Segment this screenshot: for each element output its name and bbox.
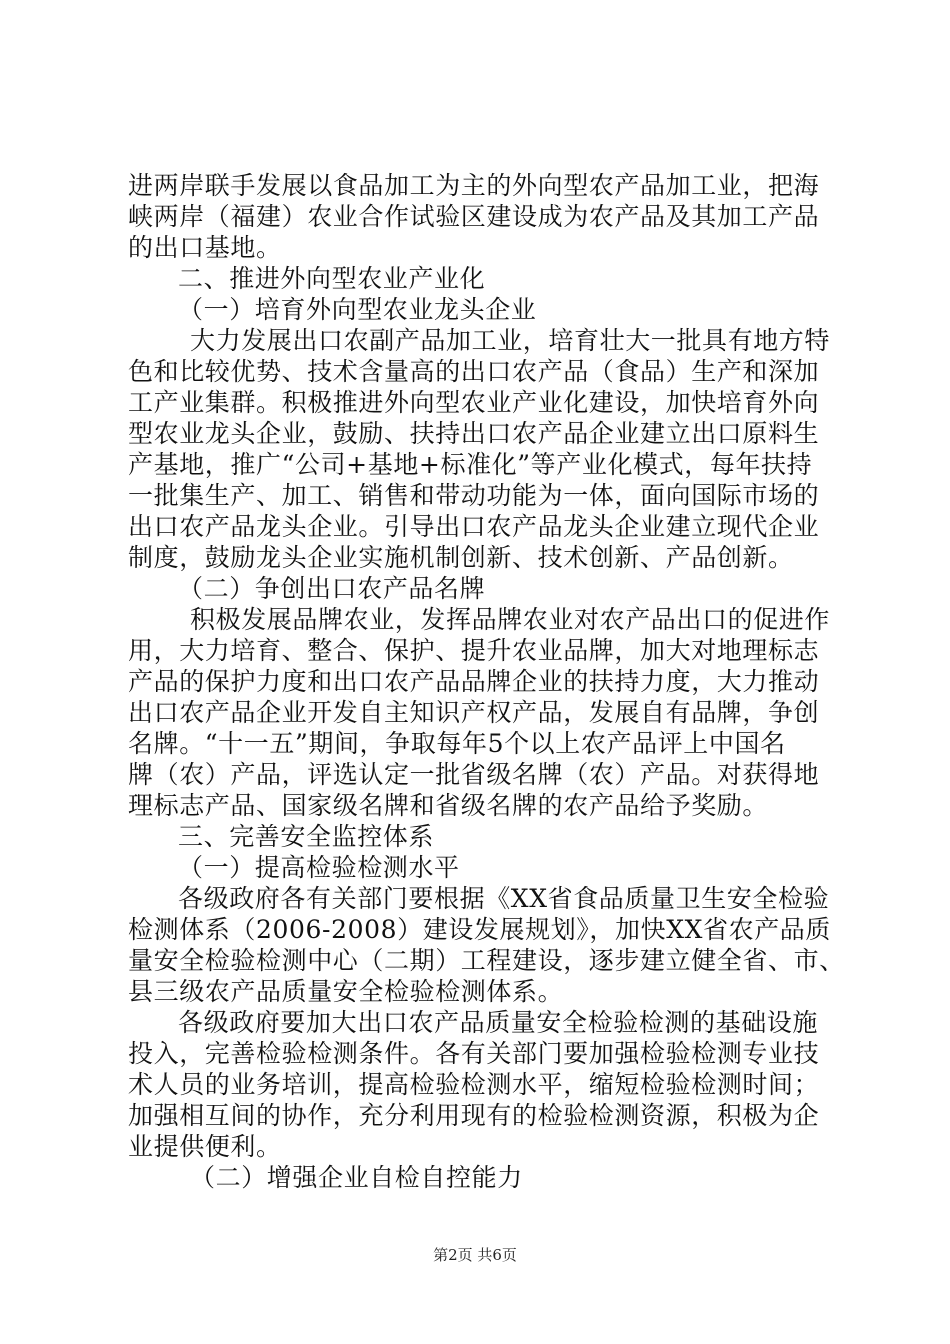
text-line: 术人员的业务培训，提高检验检测水平，缩短检验检测时间； bbox=[128, 1070, 820, 1099]
document-body bbox=[128, 170, 845, 1193]
text-line: 峡两岸（福建）农业合作试验区建设成为农产品及其加工产品 bbox=[128, 202, 820, 231]
text-line: 色和比较优势、技术含量高的出口农产品（食品）生产和深加 bbox=[128, 357, 820, 386]
text-line: 出口农产品龙头企业。引导出口农产品龙头企业建立现代企业 bbox=[128, 512, 820, 541]
text-line: 积极发展品牌农业，发挥品牌农业对农产品出口的促进作 bbox=[190, 605, 831, 634]
text-line: 各级政府各有关部门要根据《XX省食品质量卫生安全检验 bbox=[178, 884, 830, 913]
text-line: 检测体系（2006-2008）建设发展规划》，加快XX省农产品质 bbox=[128, 915, 831, 944]
text-line: 用，大力培育、整合、保护、提升农业品牌，加大对地理标志 bbox=[128, 636, 820, 665]
text-line: 加强相互间的协作，充分利用现有的检验检测资源，积极为企 bbox=[128, 1101, 820, 1130]
text-line: 业提供便利。 bbox=[128, 1132, 282, 1161]
text-line: 名牌。“十一五”期间，争取每年5个以上农产品评上中国名 bbox=[128, 729, 786, 758]
text-line: 大力发展出口农副产品加工业，培育壮大一批具有地方特 bbox=[190, 326, 831, 355]
text-line: 制度，鼓励龙头企业实施机制创新、技术创新、产品创新。 bbox=[128, 543, 794, 572]
text-line: 县三级农产品质量安全检验检测体系。 bbox=[128, 977, 564, 1006]
text-line: 的出口基地。 bbox=[128, 233, 282, 262]
text-line: （一）培育外向型农业龙头企业 bbox=[178, 295, 537, 324]
text-line: 投入，完善检验检测条件。各有关部门要加强检验检测专业技 bbox=[128, 1039, 820, 1068]
text-line: 一批集生产、加工、销售和带动功能为一体，面向国际市场的 bbox=[128, 481, 820, 510]
text-line: 牌（农）产品，评选认定一批省级名牌（农）产品。对获得地 bbox=[128, 760, 820, 789]
text-line: （二）争创出口农产品名牌 bbox=[178, 574, 486, 603]
text-line: 出口农产品企业开发自主知识产权产品，发展自有品牌，争创 bbox=[128, 698, 820, 727]
text-line: 进两岸联手发展以食品加工为主的外向型农产品加工业，把海 bbox=[128, 171, 820, 200]
text-line: 三、完善安全监控体系 bbox=[178, 822, 435, 851]
text-line: （二）增强企业自检自控能力 bbox=[190, 1163, 523, 1192]
text-line: 各级政府要加大出口农产品质量安全检验检测的基础设施 bbox=[178, 1008, 819, 1037]
text-line: 型农业龙头企业，鼓励、扶持出口农产品企业建立出口原料生 bbox=[128, 419, 820, 448]
text-line: 量安全检验检测中心（二期）工程建设，逐步建立健全省、市、 bbox=[128, 946, 845, 975]
text-line: 工产业集群。积极推进外向型农业产业化建设，加快培育外向 bbox=[128, 388, 820, 417]
text-line: （一）提高检验检测水平 bbox=[178, 853, 460, 882]
page-footer: 第2页 共6页 bbox=[433, 1246, 517, 1264]
text-line: 二、推进外向型农业产业化 bbox=[178, 264, 486, 293]
text-line: 产基地，推广“公司+基地+标准化”等产业化模式，每年扶持 bbox=[128, 450, 813, 479]
text-line: 产品的保护力度和出口农产品品牌企业的扶持力度，大力推动 bbox=[128, 667, 820, 696]
text-line: 理标志产品、国家级名牌和省级名牌的农产品给予奖励。 bbox=[128, 791, 769, 820]
